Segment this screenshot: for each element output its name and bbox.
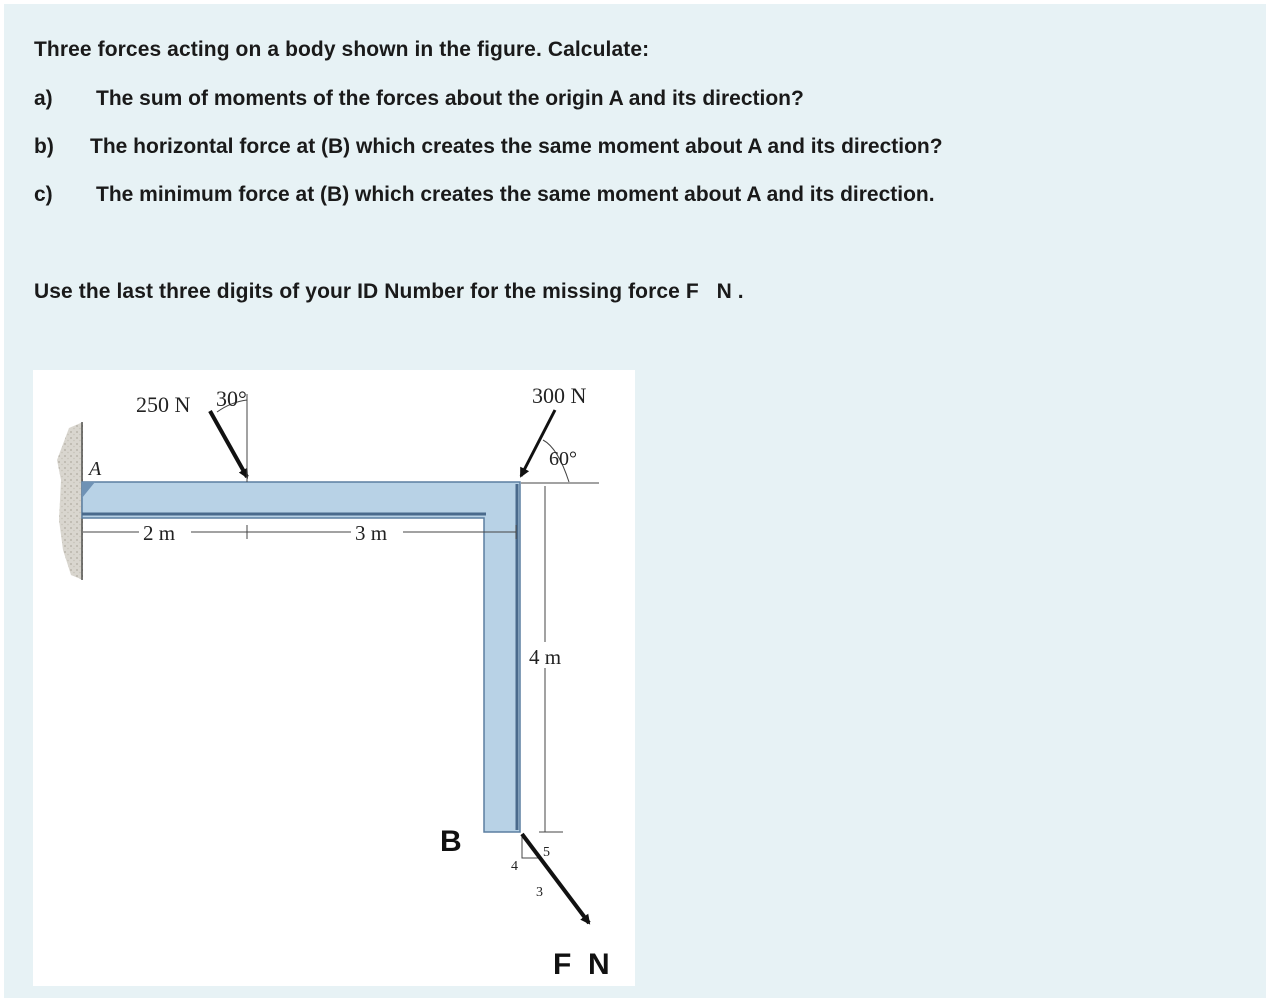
question-b-text: The horizontal force at (B) which creates the same moment about A and its direction? [90, 135, 943, 158]
force-f-arrow [522, 834, 589, 923]
dimension-4m-label: 4 m [529, 645, 562, 669]
question-c-text: The minimum force at (B) which creates the same moment about A and its direction. [96, 183, 935, 206]
problem-intro: Three forces acting on a body shown in the figure. Calculate: [34, 38, 650, 61]
force-f-label: F N [553, 948, 610, 981]
id-note: Use the last three digits of your ID Number for the missing force F N . [34, 280, 744, 303]
question-a-label: a) [34, 87, 53, 110]
force-300n-label: 300 N [532, 383, 587, 408]
slope-3-label: 3 [536, 885, 543, 900]
slope-5-label: 5 [543, 845, 550, 860]
point-a-label: A [89, 458, 102, 480]
dimension-2m-label: 2 m [143, 521, 176, 545]
angle-30-label: 30° [216, 386, 247, 411]
dimension-3m-label: 3 m [355, 521, 388, 545]
angle-60-label: 60° [549, 448, 577, 470]
point-b-label: B [440, 825, 462, 858]
wall-support [57, 422, 83, 580]
question-c-label: c) [34, 183, 53, 206]
force-diagram [33, 370, 635, 986]
question-a-text: The sum of moments of the forces about the origin A and its direction? [96, 87, 804, 110]
force-250n-label: 250 N [136, 392, 191, 417]
diagram-svg [33, 370, 635, 986]
slope-4-label: 4 [511, 859, 518, 874]
question-b-label: b) [34, 135, 54, 158]
force-250n-arrow [210, 411, 247, 477]
